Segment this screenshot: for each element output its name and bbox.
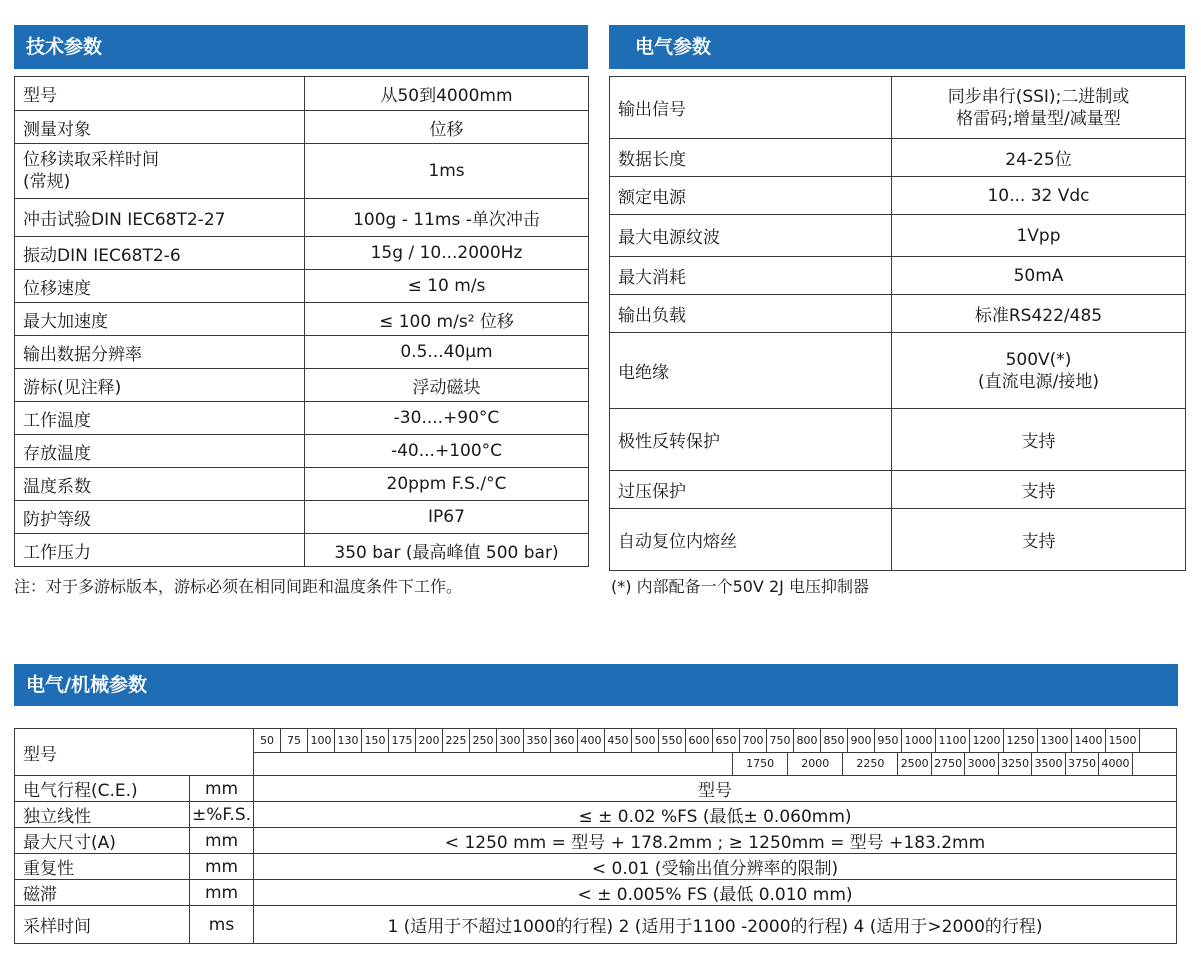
elec-row-value: 24-25位 [892,139,1186,177]
model-cell-long [254,753,733,775]
mech-row [15,854,1177,880]
tech-row-label: 振动DIN IEC68T2-6 [15,237,305,270]
model-list [254,729,1177,776]
elec-row-label: 输出信号 [610,77,892,139]
mech-row [15,802,1177,828]
model-cell: 175 [389,729,416,752]
model-cell-long: 4000 [1099,753,1132,775]
model-cell: 1400 [1072,729,1106,752]
mech-row-value: ≤ ± 0.02 %FS (最低± 0.060mm) [254,802,1177,828]
tech-row [15,270,589,303]
model-cell-long: 3250 [999,753,1032,775]
model-cell: 1300 [1038,729,1072,752]
elec-row-value: 支持 [892,409,1186,471]
model-cell: 100 [308,729,335,752]
elec-row-label: 输出负载 [610,295,892,333]
elec-row [610,257,1186,295]
model-label: 型号 [15,729,254,776]
model-cell: 250 [470,729,497,752]
mech-row-value: < 1250 mm = 型号 + 178.2mm ; ≥ 1250mm = 型号 +183.2mm [254,828,1177,854]
elec-row [610,509,1186,571]
tech-row-label: 防护等级 [15,501,305,534]
model-cell: 350 [524,729,551,752]
tech-table [14,76,589,567]
mech-row-value: < 0.01 (受输出值分辨率的限制) [254,854,1177,880]
tech-row [15,501,589,534]
model-cell: 225 [443,729,470,752]
tech-row-label: 最大加速度 [15,303,305,336]
model-cell: 300 [497,729,524,752]
tech-row-value: -30....+90°C [305,402,589,435]
elec-row-label: 过压保护 [610,471,892,509]
tech-row-value: 350 bar (最高峰值 500 bar) [305,534,589,567]
model-cell: 360 [551,729,578,752]
tech-row-value: 浮动磁块 [305,369,589,402]
tech-row [15,77,589,111]
model-cell-long: 3000 [965,753,998,775]
tech-row-label: 输出数据分辨率 [15,336,305,369]
tech-row [15,402,589,435]
mech-row [15,776,1177,802]
elec-note: (*) 内部配备一个50V 2J 电压抑制器 [611,577,869,596]
model-cell: 500 [632,729,659,752]
tech-row-label: 位移速度 [15,270,305,303]
tech-row-value: 0.5...40μm [305,336,589,369]
elec-row-label: 最大消耗 [610,257,892,295]
elec-row-value: 支持 [892,509,1186,571]
mech-row [15,828,1177,854]
tech-row-label: 温度系数 [15,468,305,501]
tech-row-value: 1ms [305,144,589,199]
mech-row-unit: ±%F.S. [190,802,254,828]
tech-row [15,369,589,402]
elec-row [610,295,1186,333]
model-cell: 50 [254,729,281,752]
model-cell: 1250 [1004,729,1038,752]
elec-row [610,77,1186,139]
model-cell [1140,729,1165,752]
mech-table [14,728,1177,944]
tech-row [15,303,589,336]
tech-row-label: 工作压力 [15,534,305,567]
model-cell-long [1133,753,1176,775]
tech-row-label-line: 位移读取采样时间 [23,150,159,170]
tech-row [15,144,589,199]
tech-row-value: 20ppm F.S./°C [305,468,589,501]
elec-row [610,177,1186,215]
tech-row-value: 100g - 11ms -单次冲击 [305,199,589,237]
tech-row-label-line: (常规) [23,172,71,192]
model-cell: 750 [767,729,794,752]
model-cell-long: 2750 [932,753,965,775]
tech-row-value: 15g / 10...2000Hz [305,237,589,270]
mech-row-unit: ms [190,906,254,944]
elec-section-header: 电气参数 [609,25,1185,69]
model-cell-long: 3750 [1066,753,1099,775]
elec-row-label: 自动复位内熔丝 [610,509,892,571]
model-cell: 900 [848,729,875,752]
model-cell: 130 [335,729,362,752]
elec-row [610,333,1186,409]
mech-row [15,906,1177,944]
mech-row-label: 最大尺寸(A) [15,828,190,854]
model-cell-long: 1750 [733,753,788,775]
tech-row [15,237,589,270]
model-cell: 75 [281,729,308,752]
tech-row-value: 位移 [305,111,589,144]
tech-row [15,336,589,369]
tech-row-value: -40...+100°C [305,435,589,468]
mech-row-label: 独立线性 [15,802,190,828]
model-cell: 450 [605,729,632,752]
elec-row [610,215,1186,257]
model-cell: 550 [659,729,686,752]
elec-row-value: 50mA [892,257,1186,295]
elec-row-value [892,77,1186,139]
elec-row-label: 额定电源 [610,177,892,215]
model-cell-long: 2250 [843,753,898,775]
elec-row [610,471,1186,509]
elec-row-value-line: 格雷码;增量型/减量型 [956,108,1121,129]
elec-row-label: 数据长度 [610,139,892,177]
elec-table [609,76,1186,571]
model-cell: 700 [740,729,767,752]
elec-row-value: 支持 [892,471,1186,509]
tech-row-label: 测量对象 [15,111,305,144]
model-cell: 1200 [970,729,1004,752]
elec-row-value-line: 同步串行(SSI);二进制或 [947,86,1130,107]
tech-note: 注：对于多游标版本，游标必须在相同间距和温度条件下工作。 [14,577,463,596]
elec-row-label: 电绝缘 [610,333,892,409]
tech-row [15,435,589,468]
mech-row-unit: mm [190,854,254,880]
elec-row-value-line: (直流电源/接地) [978,371,1099,392]
mech-row-label: 采样时间 [15,906,190,944]
tech-row [15,199,589,237]
elec-row-label: 最大电源纹波 [610,215,892,257]
mech-row-value: 型号 [254,776,1177,802]
elec-row-value: 10... 32 Vdc [892,177,1186,215]
mech-row-label: 重复性 [15,854,190,880]
mech-row-value: 1 (适用于不超过1000的行程) 2 (适用于1100 -2000的行程) 4 (适用于>2000的行程) [254,906,1177,944]
mech-row [15,880,1177,906]
tech-row-label: 型号 [15,77,305,111]
model-cell: 650 [713,729,740,752]
elec-row-value: 1Vpp [892,215,1186,257]
model-cell-long: 3500 [1032,753,1065,775]
mech-row-label: 电气行程(C.E.) [15,776,190,802]
model-cell: 150 [362,729,389,752]
tech-row-label: 存放温度 [15,435,305,468]
mech-row-unit: mm [190,776,254,802]
model-header-row [15,729,1177,776]
tech-row-value: 从50到4000mm [305,77,589,111]
tech-row-label [15,144,305,199]
model-cell-long: 2500 [898,753,931,775]
tech-row [15,534,589,567]
mech-row-label: 磁滞 [15,880,190,906]
model-cell: 600 [686,729,713,752]
mech-section-header: 电气/机械参数 [14,664,1178,706]
elec-row-value [892,333,1186,409]
tech-row-label: 工作温度 [15,402,305,435]
model-cell: 1100 [936,729,970,752]
tech-row-value: ≤ 100 m/s² 位移 [305,303,589,336]
tech-row-value: ≤ 10 m/s [305,270,589,303]
model-cell: 1500 [1106,729,1140,752]
elec-row-value-line: 500V(*) [1005,349,1072,370]
tech-row [15,468,589,501]
mech-row-unit: mm [190,828,254,854]
model-cell: 200 [416,729,443,752]
model-cell: 800 [794,729,821,752]
mech-row-value: < ± 0.005% FS (最低 0.010 mm) [254,880,1177,906]
tech-row-label: 游标(见注释) [15,369,305,402]
model-cell-long: 2000 [788,753,843,775]
elec-row-value: 标准RS422/485 [892,295,1186,333]
tech-row [15,111,589,144]
tech-row-value: IP67 [305,501,589,534]
elec-row-label: 极性反转保护 [610,409,892,471]
elec-row [610,409,1186,471]
model-cell: 1000 [902,729,936,752]
model-cell: 850 [821,729,848,752]
tech-row-label: 冲击试验DIN IEC68T2-27 [15,199,305,237]
tech-section-header: 技术参数 [14,25,588,69]
mech-row-unit: mm [190,880,254,906]
model-cell: 400 [578,729,605,752]
elec-row [610,139,1186,177]
model-cell: 950 [875,729,902,752]
